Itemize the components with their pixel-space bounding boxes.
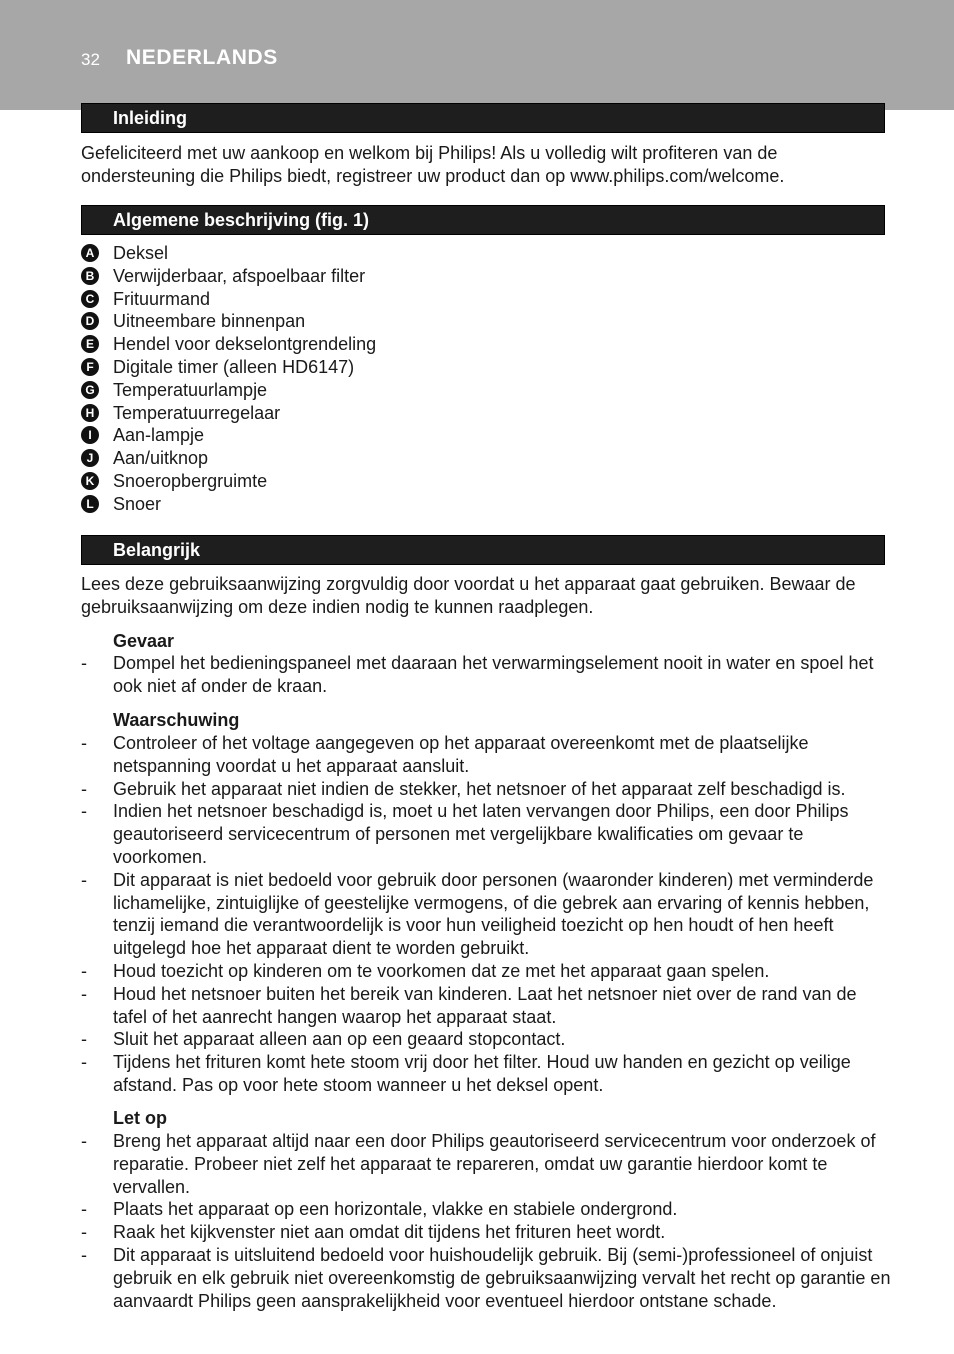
section-title-important: Belangrijk: [113, 540, 201, 560]
part-label: Snoeropbergruimte: [113, 470, 268, 491]
section-bar-important: [81, 535, 885, 565]
letter-badge: J: [81, 449, 99, 467]
part-item: [81, 470, 376, 493]
part-label: Temperatuurregelaar: [113, 402, 281, 423]
section-title-intro: Inleiding: [113, 108, 187, 128]
part-item: [81, 379, 376, 402]
part-item: [81, 447, 376, 470]
danger-heading: Gevaar: [113, 631, 175, 651]
part-item: [81, 288, 376, 311]
section-bar-intro: [81, 103, 885, 133]
part-label: Aan-lampje: [113, 425, 205, 446]
part-label: Aan/uitknop: [113, 448, 209, 469]
list-item: - Houd het netsnoer buiten het bereik van kinderen. Laat het netsnoer niet over de rand van de tafel of het aanrecht hangen waarop het apparaat staat.: [81, 983, 857, 1027]
letter-badge: E: [81, 335, 99, 353]
part-label: Deksel: [113, 243, 169, 263]
caution-list: [81, 1130, 891, 1312]
list-item: - Gebruik het apparaat niet indien de stekker, het netsnoer of het apparaat zelf beschadigd is.: [81, 778, 846, 799]
part-label: Uitneembare binnenpan: [113, 311, 306, 332]
list-item: - Plaats het apparaat op een horizontale, vlakke en stabiele ondergrond.: [81, 1199, 678, 1220]
intro-paragraph: Gefeliciteerd met uw aankoop en welkom bij Philips! Als u volledig wilt profiteren van de ondersteuning die Philips biedt, registreer uw product dan op www.philips.com/welcome.: [81, 143, 785, 186]
important-paragraph: Lees deze gebruiksaanwijzing zorgvuldig door voordat u het apparaat gaat gebruiken. Bewaar de gebruiksaanwijzing om deze indien nodig te kunnen raadplegen.: [81, 574, 856, 617]
section-title-description: Algemene beschrijving (fig. 1): [113, 210, 370, 230]
page-number: 32: [81, 50, 100, 69]
danger-list: [81, 652, 891, 698]
list-item: - Controleer of het voltage aangegeven op het apparaat overeenkomt met de plaatselijke netspanning voordat u het apparaat aansluit.: [81, 733, 809, 776]
part-label: Frituurmand: [113, 288, 211, 309]
section-bar-description: [81, 205, 885, 235]
list-item: - Indien het netsnoer beschadigd is, moet u het laten vervangen door Philips, een door Philips geautoriseerd servicecentrum of personen met vergelijkbare kwalificaties om gevaar te voorkomen.: [81, 801, 849, 867]
part-item: [81, 424, 376, 447]
part-item: [81, 402, 376, 425]
list-item: - Tijdens het frituren komt hete stoom vrij door het filter. Houd uw handen en gezicht op veilige afstand. Pas op voor hete stoom wanneer u het deksel opent.: [81, 1052, 851, 1095]
list-item: - Dit apparaat is uitsluitend bedoeld voor huishoudelijk gebruik. Bij (semi-)professioneel of onjuist gebruik en elk gebruik niet overeenkomstig de gebruiksaanwijzing vervalt het recht op garantie en aanvaardt Philips geen aansprakelijkheid voor eventueel hierdoor ontstane schade.: [81, 1244, 891, 1311]
letter-badge: G: [81, 381, 99, 399]
list-item: - Dit apparaat is niet bedoeld voor gebruik door personen (waaronder kinderen) met verminderde lichamelijke, zintuiglijke of geestelijke vermogens, of die gebrek aan ervaring of kennis hebben, tenzij iemand die verantwoordelijk is voor hun veiligheid toezicht op hen houdt of hen heeft uitgelegd hoe het apparaat dient te worden gebruikt.: [81, 869, 874, 959]
part-item: [81, 242, 376, 265]
part-label: Temperatuurlampje: [113, 379, 268, 400]
part-item: [81, 356, 376, 379]
letter-badge: D: [81, 312, 99, 330]
part-label: Verwijderbaar, afspoelbaar filter: [113, 265, 366, 286]
letter-badge: L: [81, 495, 99, 513]
letter-badge: C: [81, 290, 99, 308]
letter-badge: I: [81, 426, 99, 444]
list-item: - Houd toezicht op kinderen om te voorkomen dat ze met het apparaat gaan spelen.: [81, 960, 770, 981]
list-item: - Raak het kijkvenster niet aan omdat dit tijdens het frituren heet wordt.: [81, 1222, 666, 1243]
warning-list: [81, 732, 891, 1097]
part-label: Hendel voor dekselontgrendeling: [113, 334, 377, 355]
letter-badge: A: [81, 244, 99, 262]
list-item: - Dompel het bedieningspaneel met daaraan het verwarmingselement nooit in water en spoel het ook niet af onder de kraan.: [81, 653, 874, 696]
part-item: [81, 493, 376, 516]
part-item: [81, 310, 376, 333]
parts-list: [81, 242, 376, 516]
language-title: NEDERLANDS: [126, 46, 278, 69]
caution-heading: Let op: [113, 1108, 167, 1128]
letter-badge: B: [81, 267, 99, 285]
part-label: Digitale timer (alleen HD6147): [113, 356, 355, 377]
part-label: Snoer: [113, 493, 162, 514]
part-item: [81, 265, 376, 288]
part-item: [81, 333, 376, 356]
list-item: - Sluit het apparaat alleen aan op een geaard stopcontact.: [81, 1029, 566, 1050]
letter-badge: K: [81, 472, 99, 490]
list-item: - Breng het apparaat altijd naar een door Philips geautoriseerd servicecentrum voor onderzoek of reparatie. Probeer niet zelf het apparaat te repareren, omdat uw garantie hierdoor komt te vervallen.: [81, 1131, 876, 1197]
letter-badge: H: [81, 404, 99, 422]
warning-heading: Waarschuwing: [113, 710, 240, 730]
letter-badge: F: [81, 358, 99, 376]
